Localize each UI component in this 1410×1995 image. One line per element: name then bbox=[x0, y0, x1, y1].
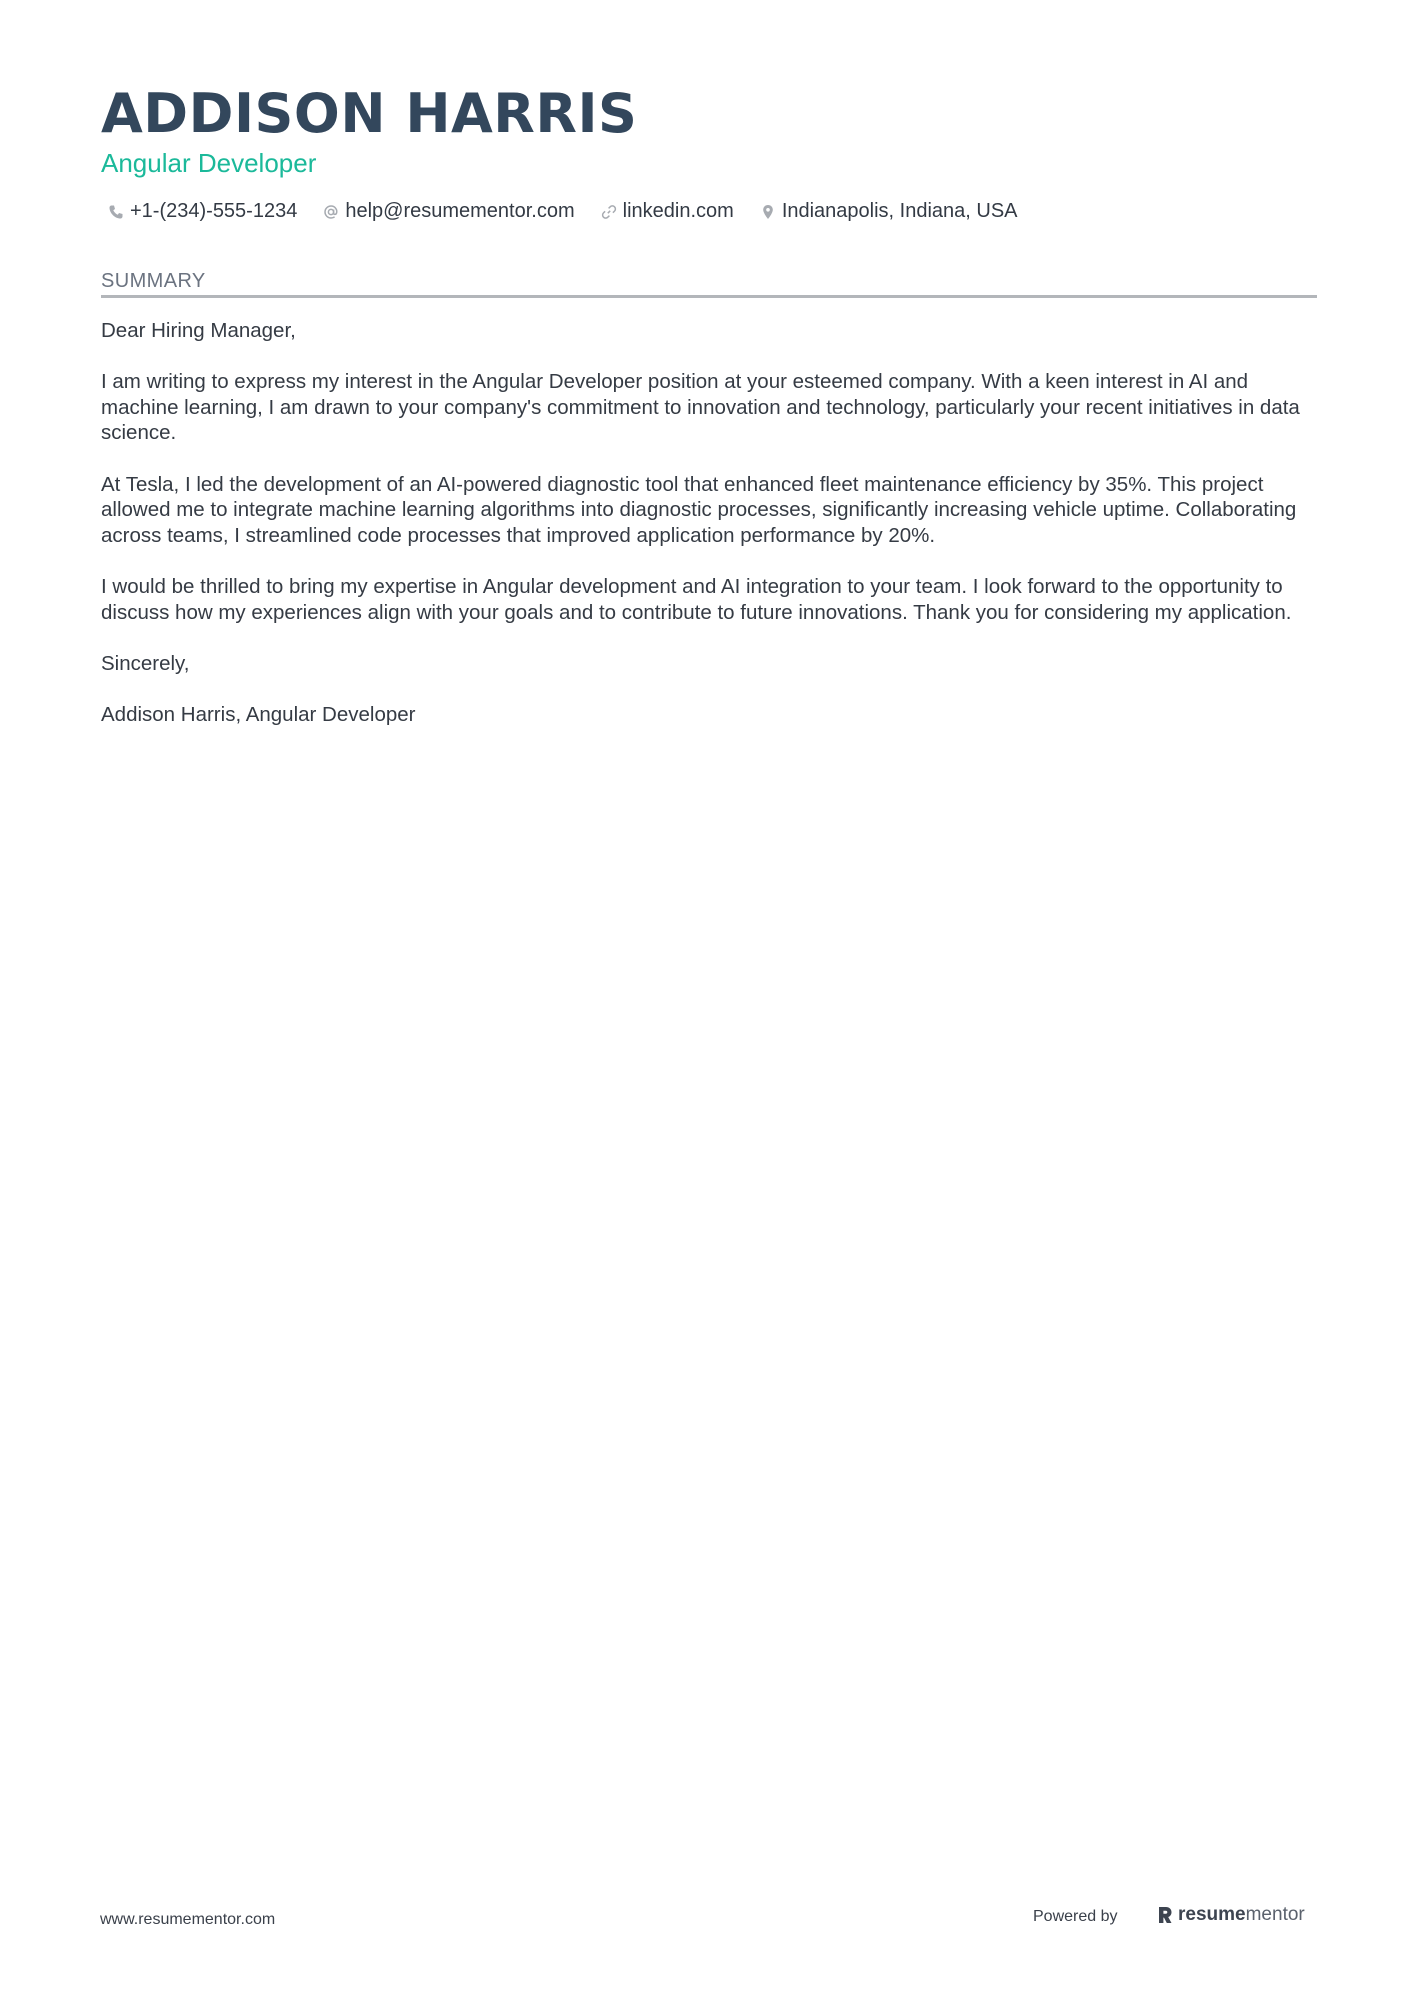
at-icon bbox=[323, 204, 339, 220]
job-title: Angular Developer bbox=[101, 148, 317, 178]
letter-paragraph-2: At Tesla, I led the development of an AI-powered diagnostic tool that enhanced fleet maintenance efficiency by 35%. This project allowed me to integrate machine learning algorithms into diagnostic processes, significantly increasing vehicle uptime. Collaborating across teams, I streamlined code processes that improved application performance by 20%. bbox=[101, 472, 1297, 547]
email-text: help@resumementor.com bbox=[345, 200, 575, 222]
brand-name-light: mentor bbox=[1245, 1904, 1305, 1925]
contact-bar bbox=[108, 200, 1044, 223]
powered-by-label: Powered by bbox=[1033, 1908, 1118, 1925]
link-icon bbox=[601, 204, 617, 220]
closing: Sincerely, bbox=[101, 651, 190, 675]
letter-paragraph-3: I would be thrilled to bring my expertise in Angular development and AI integration to your team. I look forward to the opportunity to discuss how my experiences align with your goals and to contribute to future innovations. Thank you for considering my application. bbox=[101, 574, 1292, 624]
signature: Addison Harris, Angular Developer bbox=[101, 702, 416, 726]
phone-icon bbox=[108, 204, 124, 220]
section-title-summary: SUMMARY bbox=[101, 270, 206, 292]
footer-website-link[interactable]: www.resumementor.com bbox=[100, 1911, 276, 1928]
brand-logo bbox=[1157, 1904, 1305, 1926]
contact-linkedin[interactable] bbox=[601, 200, 734, 223]
letter-paragraph-1: I am writing to express my interest in the Angular Developer position at your esteemed company. With a keen interest in AI and machine learning, I am drawn to your company's commitment to innovation and technology, particularly your recent initiatives in data science. bbox=[101, 370, 1300, 445]
location-text: Indianapolis, Indiana, USA bbox=[781, 200, 1018, 222]
phone-text: +1-(234)-555-1234 bbox=[130, 200, 298, 222]
section-divider bbox=[101, 295, 1317, 298]
greeting: Dear Hiring Manager, bbox=[101, 319, 296, 342]
location-pin-icon bbox=[760, 204, 776, 220]
linkedin-text: linkedin.com bbox=[622, 200, 734, 222]
letter-body bbox=[101, 318, 1317, 753]
contact-phone[interactable] bbox=[108, 200, 297, 223]
resumementor-logo-icon bbox=[1157, 1905, 1173, 1925]
brand-name-bold: resume bbox=[1178, 1904, 1246, 1925]
contact-email[interactable] bbox=[323, 200, 574, 223]
contact-location bbox=[760, 200, 1018, 223]
applicant-name: ADDISON HARRIS bbox=[101, 82, 638, 145]
